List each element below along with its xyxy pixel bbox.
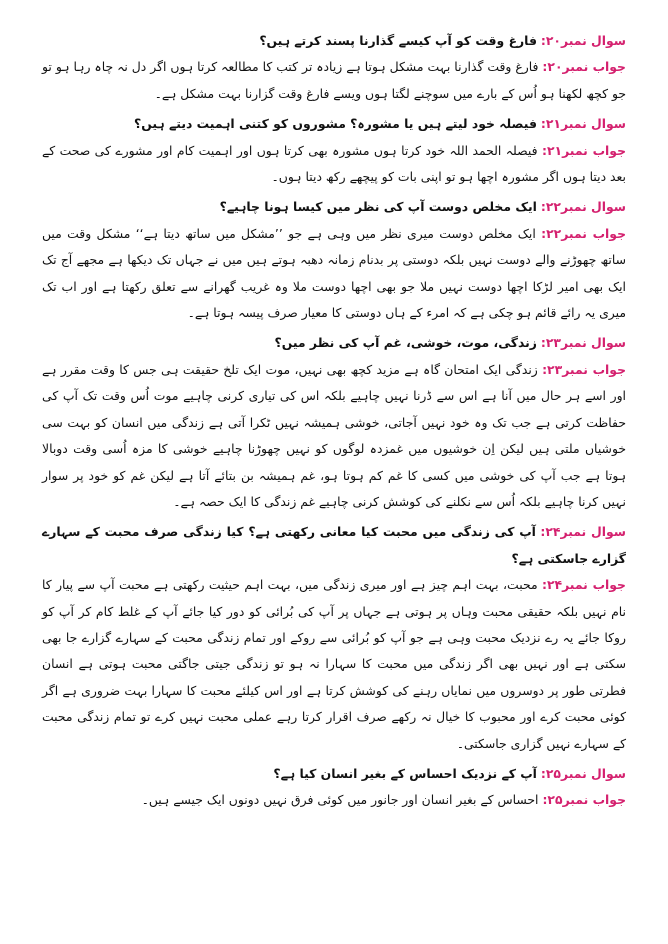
answer-text: ایک مخلص دوست میری نظر میں وہی ہے جو ’’مشکل میں ساتھ دیتا ہے‘‘ مشکل وقت میں ساتھ چھوڑنے والے دوست نہیں بلکہ دوستی پر بدنام زمانہ دھبہ ہوتے ہیں میں نے جہاں تک دیکھا ہے مجھے آج تک ایک بھی امیر لڑکا اچھا دوست نہیں ملا جو بھی اچھا دوست ملا وہ غریب گھرانے سے تعلق رکھتا ہے اور اب تک میری یہ رائے قائم ہو چکی ہے کہ امرء کے ہاں دوستی کا معیار صرف پیسہ ہوتا ہے۔ [42,225,626,321]
question-label: سوال نمبر۲۰: [540,33,626,48]
answer-23 [42,357,626,515]
answer-20 [42,54,626,107]
question-label: سوال نمبر۲۳: [540,335,626,351]
question-24 [42,519,626,572]
question-text: ایک مخلص دوست آپ کی نظر میں کیسا ہونا چاہیے؟ [219,199,537,215]
answer-25 [42,787,626,813]
answer-21 [42,138,626,191]
answer-text: فارغ وقت گذارنا بہت مشکل ہوتا ہے زیادہ تر کتب کا مطالعہ کرتا ہوں اگر دل نہ چاہ رہا ہو تو جو کچھ لکھنا ہو اُس کے بارے میں سوچنے لگتا ہوں ویسے فارغ وقت گزارنا بہت مشکل ہے۔ [42,59,626,101]
answer-label: جواب نمبر۲۵: [542,792,626,808]
question-text: آپ کی زندگی میں محبت کیا معانی رکھتی ہے؟ کیا زندگی صرف محبت کے سہارے گزارے جاسکتی ہے؟ [42,524,626,566]
answer-label: جواب نمبر۲۴: [541,577,626,593]
question-label: سوال نمبر۲۴: [540,524,626,540]
answer-text: زندگی ایک امتحان گاہ ہے مزید کچھ بھی نہیں، موت ایک تلخ حقیقت ہی جس کا وقت مقرر ہے اور اسے ہر حال میں آنا ہے اس سے ڈرنا نہیں چاہیے بلکہ اس کی تیاری کرنی چاہیے موت اُس وقت تک آپ کی حفاظت کرتی ہے جب تک وہ خود نہیں آجاتی، خوشی ہمیشہ نہیں ٹکرا آتی ہے زندگی میں انسان کو بہت سی خوشیاں ملتی ہیں لیکن اِن خوشیوں میں غمزدہ لوگوں کو نہیں چھوڑنا چاہیے خوشی کا مزہ اُسی وقت دوبالا ہوتا ہے جب آپ کی خوشی میں کسی کا غم کم ہوتا ہو، غم ہمیشہ بن بتائے آتا ہے لیکن غم کو خود پر سوار نہیں کرنا چاہیے بلکہ اُس سے نکلنے کی کوشش کرنی چاہیے غم زندگی کا ایک حصہ ہے۔ [42,361,626,509]
answer-22 [42,221,626,327]
question-text: فیصلہ خود لیتے ہیں یا مشورہ؟ مشوروں کو کتنی اہمیت دیتے ہیں؟ [134,116,537,132]
question-20 [42,28,626,54]
answer-label: جواب نمبر۲۰: [542,59,626,75]
answer-label: جواب نمبر۲۳: [542,361,626,377]
answer-label: جواب نمبر۲۱: [541,142,626,158]
question-23 [42,330,626,356]
question-text: فارغ وقت کو آپ کیسے گذارنا پسند کرتے ہیں؟ [259,33,537,48]
answer-text: فیصلہ الحمد اللہ خود کرتا ہوں مشورہ بھی کرتا ہوں اور اہمیت کام اور مشورے کی صحت کے بعد دیتا ہوں اگر مشورہ اچھا ہو تو اپنی بات کو پیچھے رکھ دیتا ہوں۔ [42,142,626,185]
question-label: سوال نمبر۲۲: [540,199,626,215]
question-text: زندگی، موت، خوشی، غم آپ کی نظر میں؟ [274,335,537,351]
answer-label: جواب نمبر۲۲: [541,225,626,241]
answer-24 [42,572,626,757]
document-page [42,28,626,818]
question-label: سوال نمبر۲۱: [540,116,626,132]
question-label: سوال نمبر۲۵: [540,765,626,781]
question-text: آپ کے نزدیک احساس کے بغیر انسان کیا ہے؟ [273,765,537,781]
answer-text: محبت، بہت اہم چیز ہے اور میری زندگی میں، بہت اہم حیثیت رکھتی ہے محبت آپ سے پیار کا نام نہیں بلکہ حقیقی محبت وہاں پر ہوتی ہے جہاں پر آپ کی بُرائی کو دور کیا جائے آپ کے غلط کام کر آپ کو روکا جائے یہ رے نزدیک محبت وہی ہے جو آپ کو بُرائی سے روکے اور تمام زندگی محبت کے سہارے گزارے جا بھی سکتی ہے اور نہیں بھی اگر زندگی میں محبت کا سہارا نہ ہو تو زندگی جیتی جاگتی محبت ہوتی ہے انسان فطرتی طور پر دوسروں میں نمایاں رہنے کی کوشش کرتا ہے اور اس کیلئے محبت کا سہارا بہت ضروری ہے اگر کوئی محبت کرے اور محبوب کا خیال نہ رکھے صرف اقرار کرتا رہے عملی محبت نہیں کرے تو تمام زندگی محبت کے سہارے نہیں گزاری جاسکتی۔ [42,577,626,751]
question-25 [42,761,626,787]
question-22 [42,194,626,220]
answer-text: احساس کے بغیر انسان اور جانور میں کوئی فرق نہیں دونوں ایک جیسے ہیں۔ [141,792,539,808]
question-21 [42,111,626,137]
